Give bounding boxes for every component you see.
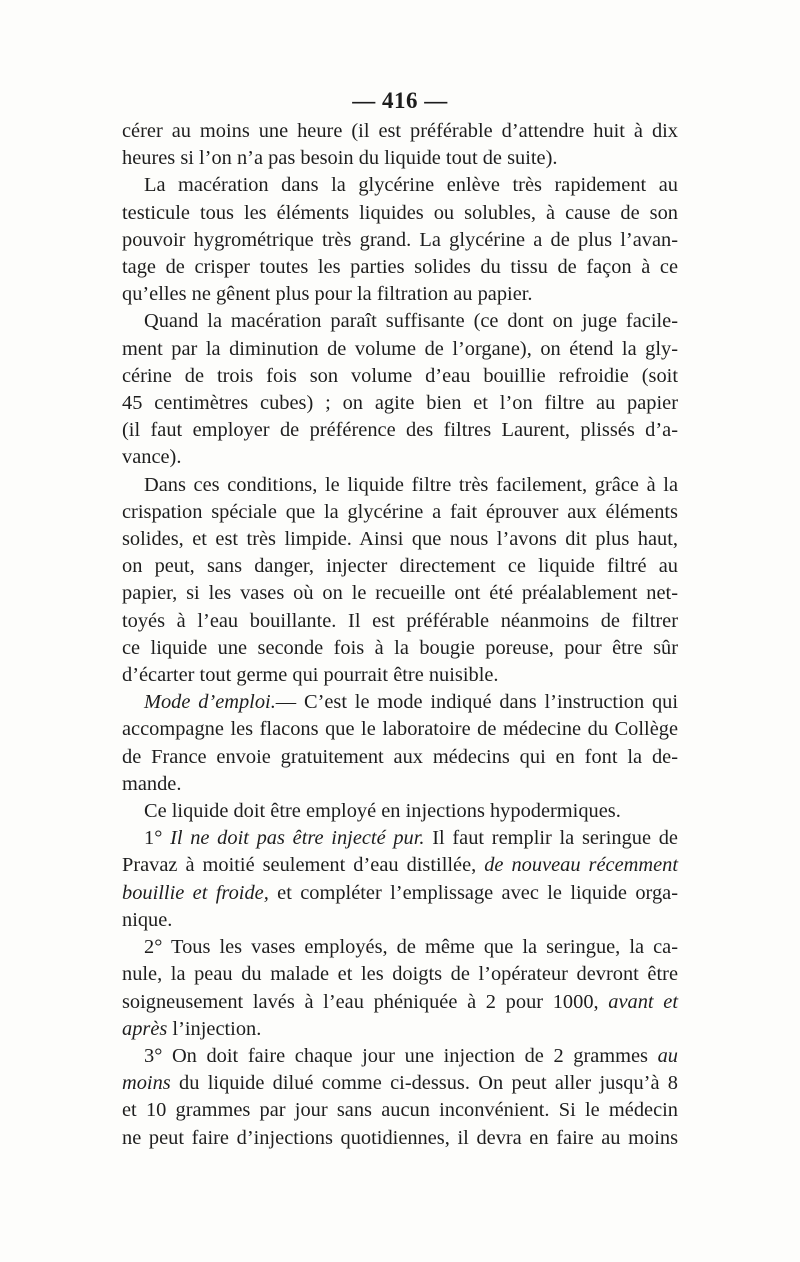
text-line bbox=[122, 172, 678, 199]
text-line bbox=[122, 1125, 678, 1152]
text-line bbox=[122, 771, 678, 798]
text-run: Pravaz à moitié seulement d’eau distillée, bbox=[122, 854, 485, 877]
text-run: tage de crisper toutes les parties solides du tissu de façon à ce bbox=[122, 256, 678, 279]
text-line bbox=[122, 118, 678, 145]
text-run: nique. bbox=[122, 908, 173, 931]
text-run: ment par la diminution de volume de l’organe), on étend la gly- bbox=[122, 337, 678, 360]
text-run: Ce liquide doit être employé en injections hypodermiques. bbox=[144, 800, 621, 823]
italic-text: Il ne doit pas être injecté pur. bbox=[170, 827, 425, 850]
body-text bbox=[122, 118, 678, 1152]
text-line bbox=[122, 336, 678, 363]
text-run: La macération dans la glycérine enlève très rapidement au bbox=[144, 174, 678, 197]
italic-text: moins bbox=[122, 1072, 171, 1095]
text-line bbox=[122, 553, 678, 580]
text-run: l’injection. bbox=[167, 1017, 262, 1040]
text-line bbox=[122, 635, 678, 662]
text-run: nule, la peau du malade et les doigts de l’opérateur devront être bbox=[122, 963, 678, 986]
italic-text: après bbox=[122, 1017, 168, 1040]
text-run: 1° bbox=[144, 827, 171, 850]
text-line bbox=[122, 227, 678, 254]
text-line bbox=[122, 580, 678, 607]
text-line bbox=[122, 907, 678, 934]
text-line bbox=[122, 716, 678, 743]
text-run: — C’est le mode indiqué dans l’instruction qui bbox=[275, 691, 678, 714]
text-run: de France envoie gratuitement aux médecins qui en font la de- bbox=[122, 745, 678, 768]
text-line bbox=[122, 200, 678, 227]
text-run: du liquide dilué comme ci-dessus. On peut aller jusqu’à 8 bbox=[170, 1072, 678, 1095]
text-line bbox=[122, 417, 678, 444]
text-run: 3° On doit faire chaque jour une injection de 2 grammes bbox=[144, 1044, 658, 1067]
text-run: cérine de trois fois son volume d’eau bouillie refroidie (soit bbox=[122, 364, 678, 387]
italic-text: bouillie et froide, bbox=[122, 881, 269, 904]
text-run: (il faut employer de préférence des filtres Laurent, plissés d’a- bbox=[122, 419, 678, 442]
text-line bbox=[122, 1043, 678, 1070]
text-line bbox=[122, 934, 678, 961]
text-line bbox=[122, 499, 678, 526]
text-run: 2° Tous les vases employés, de même que la seringue, la ca- bbox=[144, 936, 678, 959]
italic-text: avant et bbox=[608, 990, 678, 1013]
text-run: Il faut remplir la seringue de bbox=[424, 827, 678, 850]
text-line bbox=[122, 1097, 678, 1124]
text-run: qu’elles ne gênent plus pour la filtration au papier. bbox=[122, 283, 533, 306]
text-run: accompagne les flacons que le laboratoire de médecine du Collège bbox=[122, 718, 678, 741]
text-run: Dans ces conditions, le liquide filtre très facilement, grâce à la bbox=[144, 473, 678, 496]
text-line bbox=[122, 308, 678, 335]
text-line bbox=[122, 608, 678, 635]
text-line bbox=[122, 825, 678, 852]
text-line bbox=[122, 390, 678, 417]
italic-text: Mode d’emploi. bbox=[144, 691, 276, 714]
italic-text: au bbox=[657, 1044, 678, 1067]
text-line bbox=[122, 472, 678, 499]
text-line bbox=[122, 1016, 678, 1043]
text-run: papier, si les vases où on le recueille ont été préalablement net- bbox=[122, 582, 678, 605]
text-line bbox=[122, 444, 678, 471]
text-line bbox=[122, 363, 678, 390]
text-run: on peut, sans danger, injecter directement ce liquide filtré au bbox=[122, 555, 678, 578]
text-run: heures si l’on n’a pas besoin du liquide tout de suite). bbox=[122, 147, 558, 170]
text-run: toyés à l’eau bouillante. Il est préférable néanmoins de filtrer bbox=[122, 609, 678, 632]
text-run: ce liquide une seconde fois à la bougie poreuse, pour être sûr bbox=[122, 636, 678, 659]
text-line bbox=[122, 880, 678, 907]
text-run: soigneusement lavés à l’eau phéniquée à 2 pour 1000, bbox=[122, 990, 609, 1013]
italic-text: de nouveau récemment bbox=[484, 854, 679, 877]
text-run: ne peut faire d’injections quotidiennes, il devra en faire au moins bbox=[122, 1126, 678, 1149]
page-number: — 416 — bbox=[352, 88, 448, 113]
text-line bbox=[122, 989, 678, 1016]
text-line bbox=[122, 798, 678, 825]
text-run: et compléter l’emplissage avec le liquide orga- bbox=[268, 881, 678, 904]
text-run: mande. bbox=[122, 772, 182, 795]
text-line bbox=[122, 145, 678, 172]
text-line bbox=[122, 662, 678, 689]
text-run: 45 centimètres cubes) ; on agite bien et l’on filtre au papier bbox=[122, 392, 678, 415]
text-run: solides, et est très limpide. Ainsi que nous l’avons dit plus haut, bbox=[122, 528, 678, 551]
text-line bbox=[122, 689, 678, 716]
text-run: et 10 grammes par jour sans aucun inconvénient. Si le médecin bbox=[122, 1099, 678, 1122]
text-run: testicule tous les éléments liquides ou solubles, à cause de son bbox=[122, 201, 678, 224]
text-run: vance). bbox=[122, 446, 182, 469]
text-line bbox=[122, 281, 678, 308]
text-line bbox=[122, 744, 678, 771]
text-line bbox=[122, 852, 678, 879]
text-run: cérer au moins une heure (il est préférable d’attendre huit à dix bbox=[122, 120, 678, 142]
text-line bbox=[122, 526, 678, 553]
text-run: Quand la macération paraît suffisante (ce dont on juge facile- bbox=[144, 310, 678, 333]
text-line bbox=[122, 961, 678, 988]
text-run: pouvoir hygrométrique très grand. La glycérine a de plus l’avan- bbox=[122, 228, 678, 251]
text-run: d’écarter tout germe qui pourrait être nuisible. bbox=[122, 664, 499, 687]
text-line bbox=[122, 254, 678, 281]
text-run: crispation spéciale que la glycérine a fait éprouver aux éléments bbox=[122, 500, 678, 523]
text-line bbox=[122, 1070, 678, 1097]
